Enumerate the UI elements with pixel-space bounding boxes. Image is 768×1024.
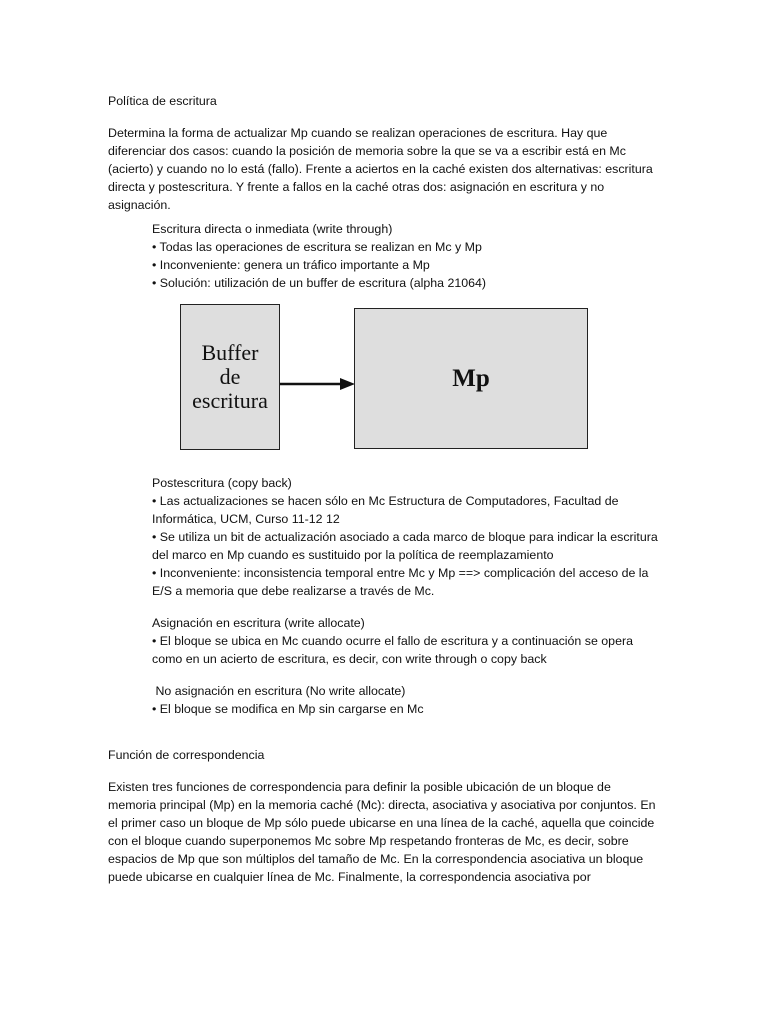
main-memory-box <box>354 308 588 449</box>
document-page <box>108 92 660 886</box>
write-through-block <box>152 220 660 292</box>
no-write-allocate-block <box>152 682 660 718</box>
write-allocate-bullet: • El bloque se ubica en Mc cuando ocurre el fallo de escritura y a continuación se opera como en un acierto de escritura, es decir, con write through o copy back <box>152 634 633 666</box>
buffer-label-line: Buffer <box>201 340 259 365</box>
copy-back-bullet: • Se utiliza un bit de actualización asociado a cada marco de bloque para indicar la escritura del marco en Mp cuando es sustituido por la política de reemplazamiento <box>152 530 658 562</box>
write-buffer-diagram <box>180 304 590 474</box>
mapping-function-body: Existen tres funciones de correspondencia para definir la posible ubicación de un bloque de memoria principal (Mp) en la memoria caché (Mc): directa, asociativa y asociativa por conjuntos. En el primer caso un bloque de Mp sólo puede ubicarse en una línea de la caché, aquella que coincide con el bloque cuando superponemos Mc sobre Mp respetando fronteras de Mc, es decir, sobre espacios de Mp que son múltiplos del tamaño de Mc. En la correspondencia asociativa un bloque puede ubicarse en cualquier línea de Mc. Finalmente, la correspondencia asociativa por <box>108 780 656 884</box>
copy-back-bullet: • Inconveniente: inconsistencia temporal entre Mc y Mp ==> complicación del acceso de la E/S a memoria que debe realizarse a través de Mc. <box>152 566 649 598</box>
write-through-bullet: • Todas las operaciones de escritura se realizan en Mc y Mp <box>152 240 482 254</box>
buffer-label-line: de <box>219 364 241 389</box>
copy-back-title: Postescritura (copy back) <box>152 476 292 490</box>
write-allocate-title: Asignación en escritura (write allocate) <box>152 616 365 630</box>
section-title-write-policy: Política de escritura <box>108 94 217 108</box>
mp-label: Mp <box>452 364 490 392</box>
write-allocate-block <box>152 614 660 668</box>
buffer-label-line: escritura <box>192 388 268 413</box>
copy-back-block <box>152 474 660 600</box>
write-through-bullet: • Inconveniente: genera un tráfico importante a Mp <box>152 258 430 272</box>
copy-back-bullet: • Las actualizaciones se hacen sólo en Mc Estructura de Computadores, Facultad de Informática, UCM, Curso 11-12 12 <box>152 494 619 526</box>
no-write-allocate-title: No asignación en escritura (No write allocate) <box>152 684 406 698</box>
write-through-title: Escritura directa o inmediata (write through) <box>152 222 393 236</box>
buffer-box <box>180 304 280 450</box>
write-policy-intro: Determina la forma de actualizar Mp cuando se realizan operaciones de escritura. Hay que diferenciar dos casos: cuando la posición de memoria sobre la que se va a escribir está en Mc (acierto) y cuando no lo está (fallo). Frente a aciertos en la caché existen dos alternativas: escritura directa y postescritura. Y frente a fallos en la caché otras dos: asignación en escritura y no asignación. <box>108 126 653 212</box>
section-title-mapping-function: Función de correspondencia <box>108 748 265 762</box>
no-write-allocate-bullet: • El bloque se modifica en Mp sin cargarse en Mc <box>152 702 424 716</box>
arrow-right-icon <box>280 376 356 392</box>
write-through-bullet: • Solución: utilización de un buffer de escritura (alpha 21064) <box>152 276 487 290</box>
